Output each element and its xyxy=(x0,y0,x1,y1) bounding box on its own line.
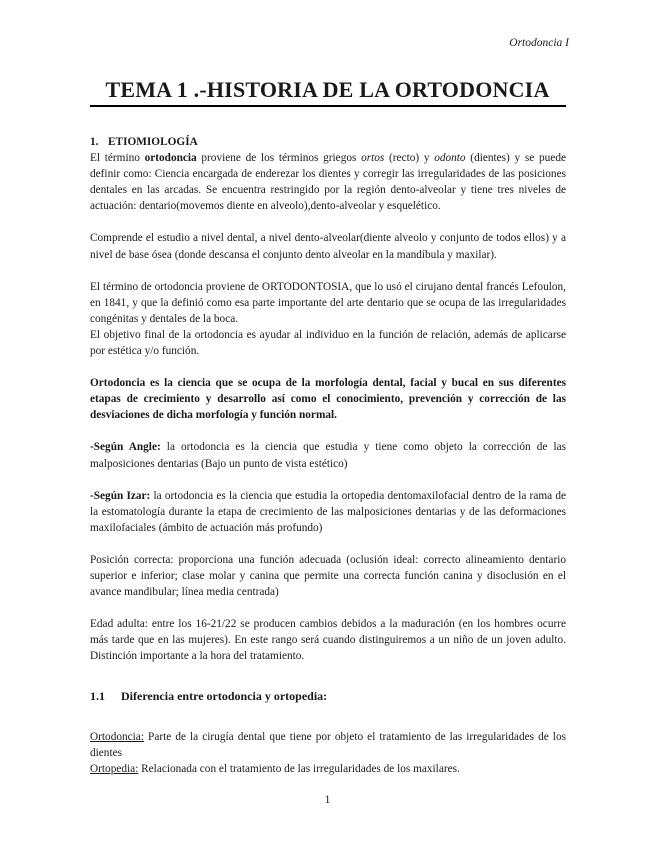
text-run: El término xyxy=(90,152,145,165)
paragraph-levels: Comprende el estudio a nivel dental, a nivel dento-alveolar(diente alveolo y conjunto de todos ellos) y a nivel de base ósea (donde descansa el conjunto dento alveolar en la mandíbula y maxilar). xyxy=(90,232,566,261)
bold-term: ortodoncia xyxy=(144,152,197,165)
text-run: proviene de los términos griegos xyxy=(196,152,362,165)
section-title: ETIOMIOLOGÍA xyxy=(108,136,198,148)
text-run: (dientes) y se puede definir como: Ciencia encargada de enderezar los dientes y corregir las irregularidades de las posiciones dentales en las arcadas. Se encuentra restringido por la región dento-alveolar y tiene tres niveles de actuación: dentario(movemos diente en alveolo),dento-alveolar y esquelético. xyxy=(90,152,566,213)
text-run: Parte de la cirugía dental que tiene por objeto el tratamiento de las irregularidades de los dientes xyxy=(90,730,566,759)
paragraph-angle xyxy=(90,439,566,471)
paragraph-izar xyxy=(90,488,566,536)
section-heading xyxy=(90,134,566,150)
paragraph-objective: El objetivo final de la ortodoncia es ayudar al individuo en la función de relación, además de aplicarse por estética y/o función. xyxy=(90,328,566,358)
section-number: 1. xyxy=(90,136,99,148)
italic-term: odonto xyxy=(434,152,466,165)
izar-label: -Según Izar: xyxy=(90,489,151,502)
paragraph-posicion: Posición correcta: proporciona una función adecuada (oclusión ideal: correcto alineamiento dentario superior e inferior; clase molar y canina que permite una correcta función canina y disoclusión en el avance mandibular; línea media centrada) xyxy=(90,553,566,599)
text-run: la ortodoncia es la ciencia que estudia la ortopedia dentomaxilofacial dentro de la rama de la estomatología durante la etapa de crecimiento de las malposiciones dentarias y de las deformaciones maxilofaciales (ámbito de actuación más profundo) xyxy=(90,489,567,534)
paragraph-ortopedia xyxy=(90,761,566,777)
text-run: Relacionada con el tratamiento de las irregularidades de los maxilares. xyxy=(138,762,460,775)
ortopedia-label: Ortopedia: xyxy=(90,762,139,775)
paragraph-ortodoncia xyxy=(90,729,566,761)
subsection-number: 1.1 xyxy=(90,689,105,704)
angle-label: -Según Angle: xyxy=(90,441,161,454)
paragraph-intro xyxy=(90,150,566,214)
page-number: 1 xyxy=(324,794,331,806)
text-run: la ortodoncia es la ciencia que estudia y tiene como objeto la corrección de las malposiciones dentarias (Bajo un punto de vista estético) xyxy=(90,441,566,470)
text-run: (recto) y xyxy=(384,152,435,165)
subsection-heading xyxy=(90,688,566,704)
running-header: Ortodoncia I xyxy=(509,37,569,49)
title-rule xyxy=(90,105,566,107)
subsection-title: Diferencia entre ortodoncia y ortopedia: xyxy=(121,689,328,704)
main-content xyxy=(90,134,566,777)
ortodoncia-label: Ortodoncia: xyxy=(90,730,144,743)
paragraph-origin: El término de ortodoncia proviene de ORTODONTOSIA, que lo usó el cirujano dental francés Lefoulon, en 1841, y que la definió como esa parte importante del arte dentario que se ocupa de las irregularidades congénitas y dentales de la boca. xyxy=(90,280,566,325)
paragraph-edad: Edad adulta: entre los 16-21/22 se producen cambios debidos a la maduración (en los hombres ocurre más tarde que en las mujeres). En este rango será cuando distinguiremos a un niño de un joven adulto. Distinción importante a la hora del tratamiento. xyxy=(90,618,566,663)
italic-term: ortos xyxy=(361,152,385,165)
definition-paragraph: Ortodoncia es la ciencia que se ocupa de la morfología dental, facial y bucal en sus diferentes etapas de crecimiento y desarrollo así como el conocimiento, prevención y corrección de las desviaciones de dicha morfología y función normal. xyxy=(90,377,566,422)
page-title: TEMA 1 .-HISTORIA DE LA ORTODONCIA xyxy=(105,77,550,102)
